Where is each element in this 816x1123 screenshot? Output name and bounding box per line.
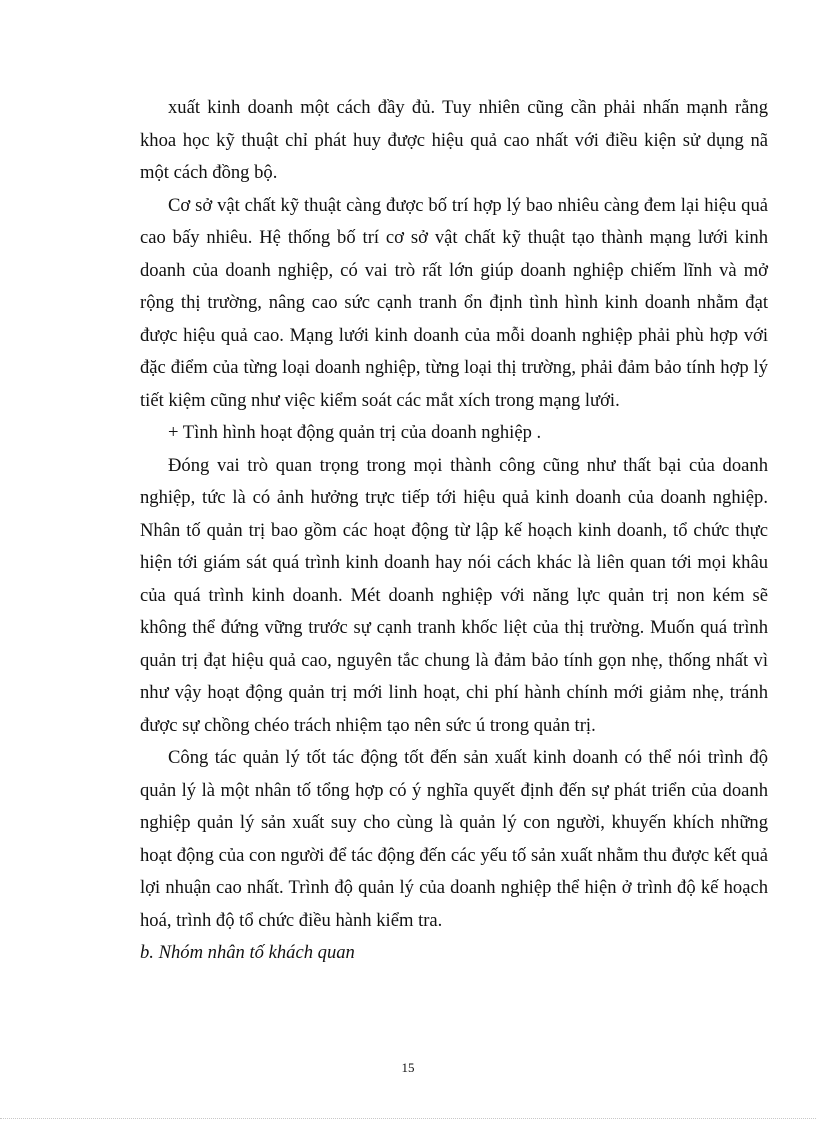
section-heading-objective-factors: b. Nhóm nhân tố khách quan [140,942,355,963]
paragraph-management-quality: Công tác quản lý tốt tác động tốt đến sản xuất kinh doanh có thể nói trình độ quản lý là một nhân tố tổng hợp có ý nghĩa quyết định đến sự phát triển của doanh nghiệp quản lý sản xuất suy cho cùng là quản lý con người, khuyến khích những hoạt động của con người để tác động đến các yếu tố sản xuất nhằm thu được kết quả lợi nhuận cao nhất. Trình độ quản lý của doanh nghiệp thể hiện ở trình độ kế hoạch hoá, trình độ tổ chức điều hành kiểm tra. [140,747,768,931]
paragraph-infrastructure: Cơ sở vật chất kỹ thuật càng được bố trí hợp lý bao nhiêu càng đem lại hiệu quả cao bấy nhiêu. Hệ thống bố trí cơ sở vật chất kỹ thuật tạo thành mạng lưới kinh doanh của doanh nghiệp, có vai trò rất lớn giúp doanh nghiệp chiếm lĩnh và mở rộng thị trường, nâng cao sức cạnh tranh ổn định tình hình kinh doanh nhằm đạt được hiệu quả cao. Mạng lưới kinh doanh của mỗi doanh nghiệp phải phù hợp với đặc điểm của từng loại doanh nghiệp, từng loại thị trường, phải đảm bảo tính hợp lý tiết kiệm cũng như việc kiểm soát các mắt xích trong mạng lưới. [140,194,768,411]
page-bottom-border [0,1118,816,1119]
subheading-management-activity: + Tình hình hoạt động quản trị của doanh nghiệp . [168,422,542,443]
page-content [140,92,768,970]
paragraph-technology-continued: xuất kinh doanh một cách đầy đủ. Tuy nhiên cũng cần phải nhấn mạnh rằng khoa học kỹ thuật chỉ phát huy được hiệu quả cao nhất với điều kiện sử dụng nã một cách đồng bộ. [140,97,768,183]
paragraph-management-role: Đóng vai trò quan trọng trong mọi thành công cũng như thất bại của doanh nghiệp, tức là có ảnh hưởng trực tiếp tới hiệu quả kinh doanh của doanh nghiệp. Nhân tố quản trị bao gồm các hoạt động từ lập kế hoạch kinh doanh, tổ chức thực hiện tới giám sát quá trình kinh doanh hay nói cách khác là liên quan tới mọi khâu của quá trình kinh doanh. Mét doanh nghiệp với năng lực quản trị non kém sẽ không thể đứng vững trước sự cạnh tranh khốc liệt của thị trường. Muốn quá trình quản trị đạt hiệu quả cao, nguyên tắc chung là đảm bảo tính gọn nhẹ, thống nhất vì như vậy hoạt động quản trị mới linh hoạt, chi phí hành chính mới giảm nhẹ, tránh được sự chồng chéo trách nhiệm tạo nên sức ú trong quản trị. [140,454,768,736]
page-number: 15 [401,1060,415,1075]
